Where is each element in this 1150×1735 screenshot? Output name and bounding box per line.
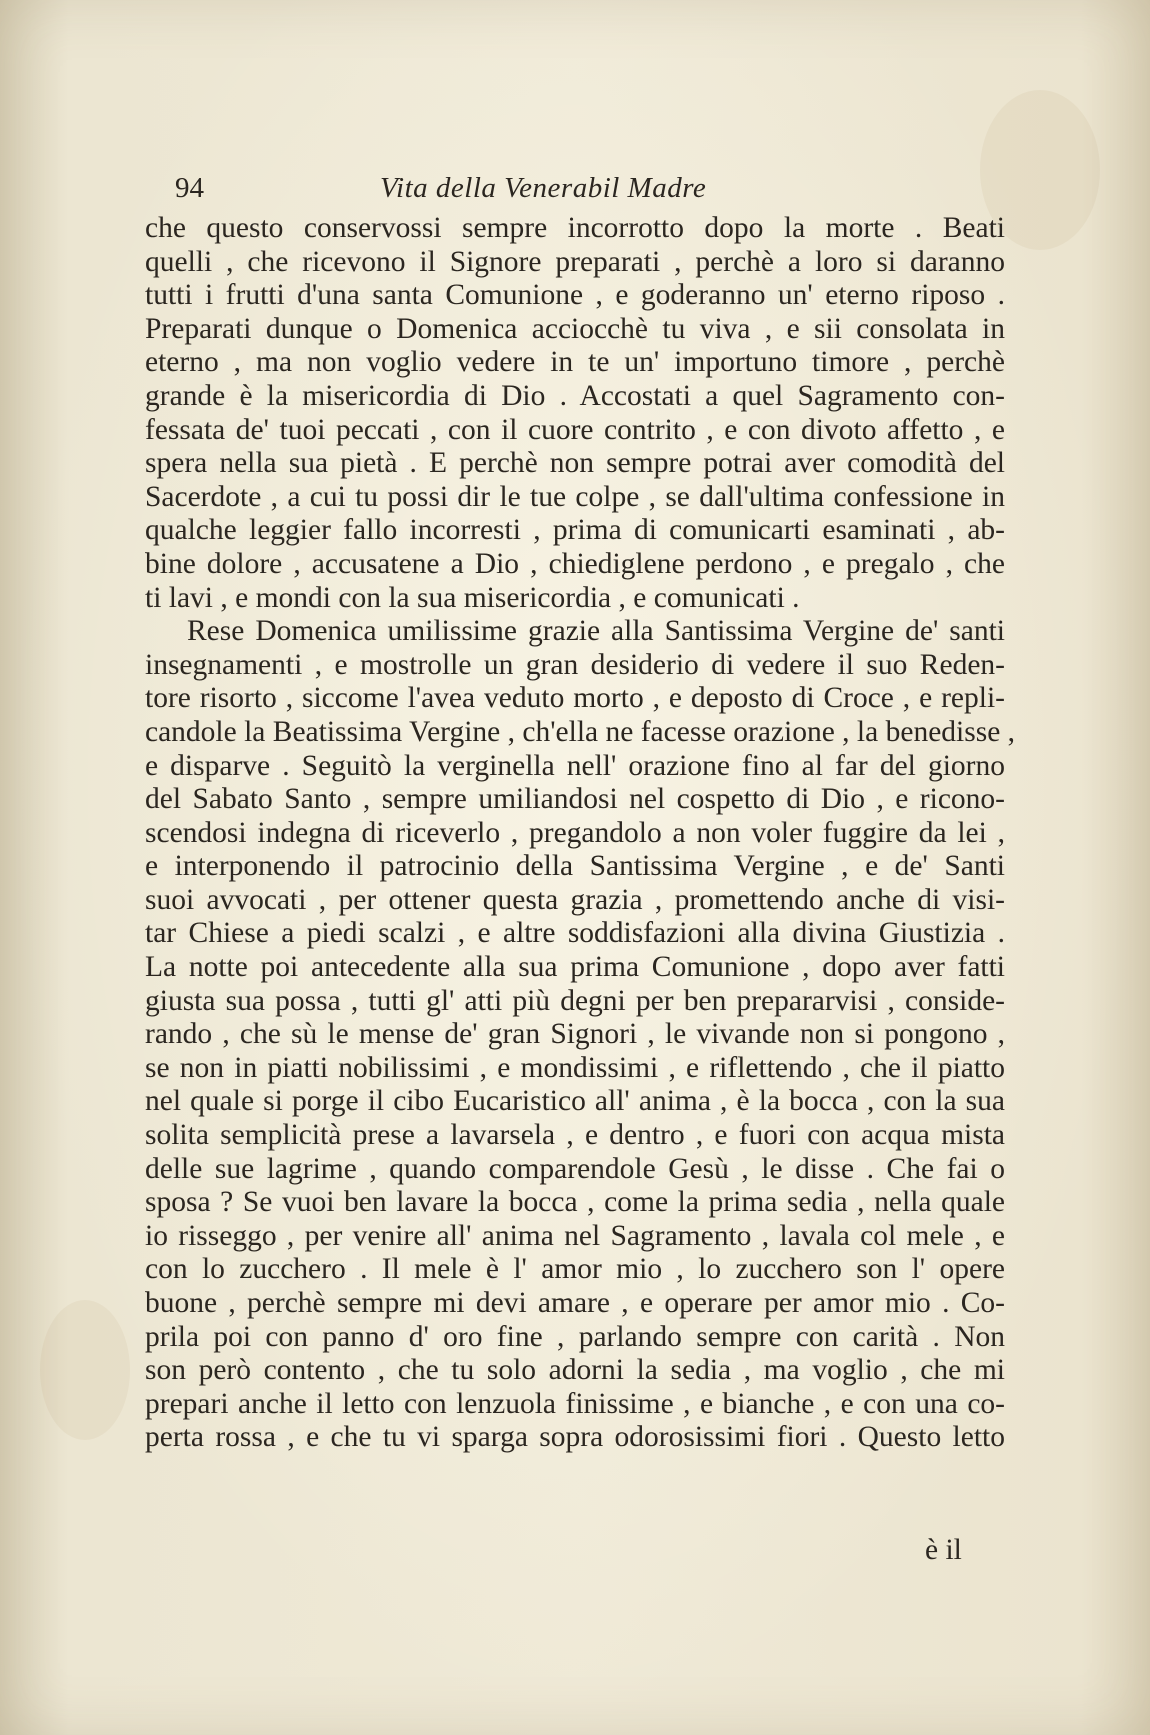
text-line: delle sue lagrime , quando comparendole Gesù , le disse . Che fai o bbox=[145, 1152, 1005, 1185]
text-line: Preparati dunque o Domenica acciocchè tu viva , e sii consolata in bbox=[145, 312, 1005, 345]
page-number: 94 bbox=[175, 172, 204, 204]
text-line: eterno , ma non voglio vedere in te un' importuno timore , perchè bbox=[145, 346, 1005, 379]
text-line: se non in piatti nobilissimi , e mondissimi , e riflettendo , che il piatto bbox=[145, 1051, 1005, 1084]
text-line: e disparve . Seguitò la verginella nell' orazione fino al far del giorno bbox=[145, 749, 1005, 782]
text-line: nel quale si porge il cibo Eucaristico all' anima , è la bocca , con la sua bbox=[145, 1085, 1005, 1118]
text-line: perta rossa , e che tu vi sparga sopra odorosissimi fiori . Questo letto bbox=[145, 1421, 1005, 1454]
text-line: buone , perchè sempre mi devi amare , e operare per amor mio . Co- bbox=[145, 1287, 1005, 1319]
text-line: La notte poi antecedente alla sua prima Comunione , dopo aver fatti bbox=[145, 951, 1005, 984]
text-line: io risseggo , per venire all' anima nel Sagramento , lavala col mele , e bbox=[145, 1219, 1005, 1252]
text-line: tutti i frutti d'una santa Comunione , e goderanno un' eterno riposo . bbox=[145, 279, 1005, 312]
text-line: con lo zucchero . Il mele è l' amor mio , lo zucchero son l' opere bbox=[145, 1253, 1005, 1286]
text-line: prila poi con panno d' oro fine , parlando sempre con carità . Non bbox=[145, 1320, 1005, 1353]
text-line: qualche leggier fallo incorresti , prima di comunicarti esaminati , ab- bbox=[145, 514, 1005, 547]
paper-stain bbox=[40, 1300, 130, 1440]
text-line: suoi avvocati , per ottener questa grazia , promettendo anche di visi- bbox=[145, 883, 1005, 916]
text-line: fessata de' tuoi peccati , con il cuore contrito , e con divoto affetto , e bbox=[145, 413, 1005, 446]
text-line: Rese Domenica umilissime grazie alla Santissima Vergine de' santi bbox=[187, 615, 1005, 648]
text-line: son però contento , che tu solo adorni la sedia , ma voglio , che mi bbox=[145, 1354, 1005, 1387]
text-line: quelli , che ricevono il Signore preparati , perchè a loro si daranno bbox=[145, 245, 1005, 278]
text-line: tar Chiese a piedi scalzi , e altre soddisfazioni alla divina Giustizia . bbox=[145, 917, 1005, 950]
text-line: del Sabato Santo , sempre umiliandosi nel cospetto di Dio , e ricono- bbox=[145, 783, 1005, 816]
text-line: bine dolore , accusatene a Dio , chiediglene perdono , e pregalo , che bbox=[145, 547, 1005, 580]
running-title: Vita della Venerabil Madre bbox=[380, 172, 707, 204]
text-line: solita semplicità prese a lavarsela , e dentro , e fuori con acqua mista bbox=[145, 1119, 1005, 1152]
text-line: grande è la misericordia di Dio . Accostati a quel Sagramento con- bbox=[145, 379, 1005, 412]
text-line: candole la Beatissima Vergine , ch'ella ne facesse orazione , la benedisse , bbox=[145, 715, 1016, 748]
body-text bbox=[145, 212, 1016, 1455]
text-line: giusta sua possa , tutti gl' atti più degni per ben prepararvisi , conside- bbox=[145, 984, 1005, 1017]
page-header bbox=[145, 168, 1005, 208]
text-line: scendosi indegna di riceverlo , pregandolo a non voler fuggire da lei , bbox=[145, 816, 1005, 849]
catchword: è il bbox=[925, 1534, 962, 1566]
text-line: e interponendo il patrocinio della Santissima Vergine , e de' Santi bbox=[145, 850, 1005, 883]
text-line: che questo conservossi sempre incorrotto dopo la morte . Beati bbox=[145, 212, 1005, 244]
text-line: sposa ? Se vuoi ben lavare la bocca , come la prima sedia , nella quale bbox=[145, 1186, 1005, 1219]
text-line: rando , che sù le mense de' gran Signori , le vivande non si pongono , bbox=[145, 1018, 1005, 1051]
text-line: tore risorto , siccome l'avea veduto morto , e deposto di Croce , e repli- bbox=[145, 682, 1005, 715]
text-line: spera nella sua pietà . E perchè non sempre potrai aver comodità del bbox=[145, 447, 1005, 480]
paragraph-1 bbox=[145, 212, 1005, 615]
text-line: prepari anche il letto con lenzuola finissime , e bianche , e con una co- bbox=[145, 1387, 1005, 1420]
text-line: Sacerdote , a cui tu possi dir le tue colpe , se dall'ultima confessione in bbox=[145, 480, 1005, 513]
paragraph-2 bbox=[145, 615, 1016, 1455]
text-line: ti lavi , e mondi con la sua misericordia , e comunicati . bbox=[145, 581, 800, 614]
text-line: insegnamenti , e mostrolle un gran desiderio di vedere il suo Reden- bbox=[145, 648, 1005, 681]
